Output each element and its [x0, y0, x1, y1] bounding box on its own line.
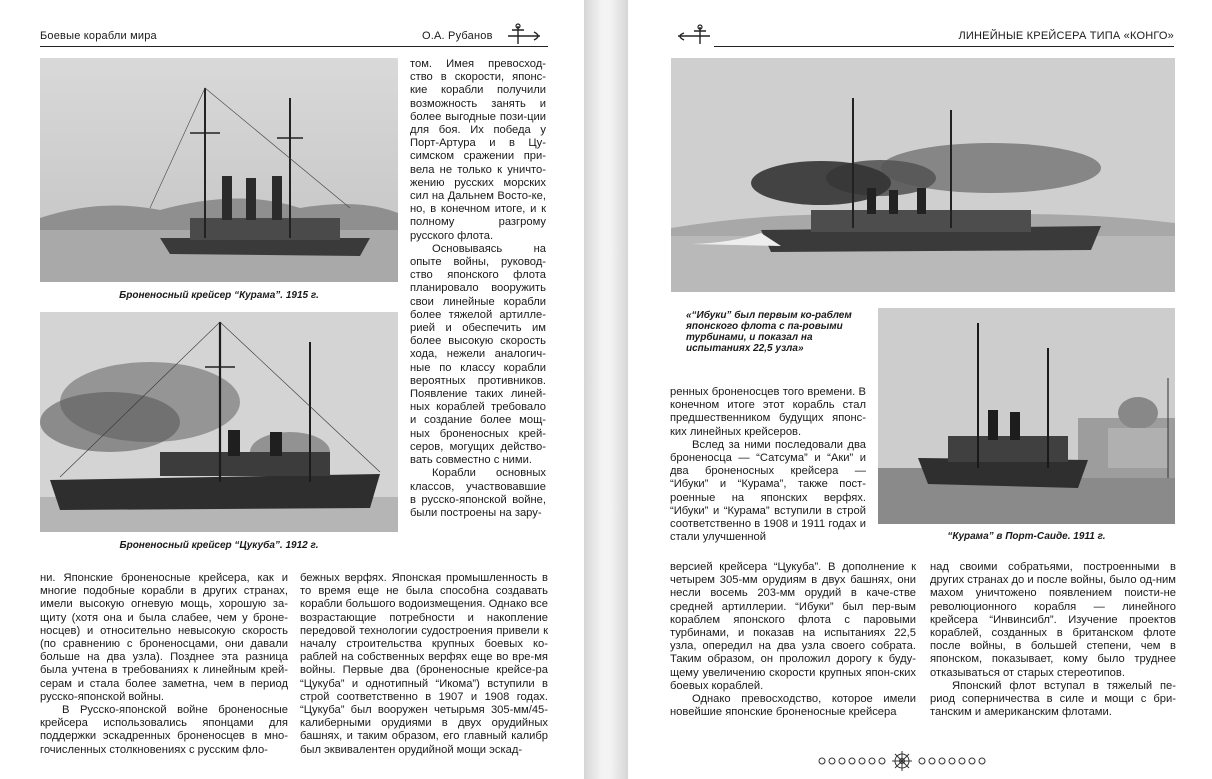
photo-tsukuba-1912: [40, 312, 398, 532]
left-bottom-column-2: [300, 572, 548, 757]
ship-wheel-ornament-icon: [814, 751, 990, 771]
paragraph: над своими собратьями, построенными в других странах до и после войны, было од-ним махом уничтожено появлением поисти-не революционного корабля — линейного крейсера “Инвинсибл”. Изучение проектов кораблей, созданных в британском флоте после войны, в большей степени, чем в японском, показывает, кому было труднее отказываться от старых стереотипов.: [930, 561, 1176, 679]
paragraph: Вслед за ними последовали два броненосца — “Сатсума” и “Аки” и два броненосных крейсера — “Ибуки” и “Курама”, также пост-роенные на японских верфях. “Ибуки” и “Курама” вступили в строй соответственно в 1908 и 1911 годах и стали улучшенной: [670, 438, 866, 544]
photo-ibuki: [671, 58, 1175, 292]
photo-kurama-port-said: [878, 308, 1175, 524]
paragraph: Однако превосходство, которое имели новейшие японские броненосные крейсера: [670, 693, 916, 719]
photo-kurama-1915: [40, 58, 398, 282]
photo-tsukuba-caption: Броненосный крейсер “Цукуба”. 1912 г.: [119, 540, 319, 551]
left-header-title: Боевые корабли мира: [40, 30, 157, 42]
left-page: [0, 0, 584, 779]
left-bottom-column-1: [40, 572, 288, 757]
paragraph: Основываясь на опыте войны, руковод-ство японского флота планировало вооружить свои линейные корабли более тяжелой артилле-рией и обеспечить им более высокую скорость хода, нежели аналогич-ные по классу корабли вероятных противников. Появление таких линей-ных кораблей требовало и создание более мощ-ных броненосных крей-серов, могущих действо-вать совместно с ними.: [410, 242, 546, 467]
paragraph: В Русско-японской войне броненосные крейсера использовались японцами для поддержки эскадренных броненосцев в мно-гочисленных столкновениях с русским фло-: [40, 704, 288, 756]
anchor-emblem-icon: [672, 24, 714, 46]
paragraph: Корабли основных классов, участвовавшие в русско-японской войне, были построены на зару-: [410, 467, 546, 519]
left-header-rule: [40, 46, 548, 47]
right-header-title: ЛИНЕЙНЫЕ КРЕЙСЕРА ТИПА «КОНГО»: [958, 30, 1174, 42]
photo-kurama-caption: Броненосный крейсер “Курама”. 1915 г.: [119, 290, 319, 301]
right-narrow-column: [670, 386, 866, 544]
paragraph: бежных верфях. Японская промышленность в то время еще не была способна создавать корабли большого водоизмещения. Однако все возрастающие потребности и накопление передовой технологии судостроения привели к началу строительства крупных боевых ко-раблей на собственных верфях еще во вре-мя войны. Первые два (броненосные крейсе-ра “Цукуба” и однотипный “Икома”) вступили в строй соответственно в 1907 и 1908 годах. “Цукуба” был вооружен четырьмя 305-мм/45-калиберными орудиями в двух орудийных башнях, и таким образом, его главный калибр был эквивалентен орудийной мощи эскад-: [300, 572, 548, 756]
right-bottom-column-1: [670, 561, 916, 719]
left-header-author: О.А. Рубанов: [422, 30, 493, 42]
paragraph: версией крейсера “Цукуба”. В дополнение к четырем 305-мм орудиям в двух башнях, они несли восемь 203-мм орудий в каче-стве средней артиллерии. “Ибуки” был пер-вым кораблем японского флота с паровыми турбинами, и показав на испытаниях 22,5 узла, опередил на два узла своего собрата. Таким образом, он проложил дорогу к буду-щему увеличению скорости крупных япон-ских боевых кораблей.: [670, 561, 916, 692]
paragraph: Японский флот вступал в тяжелый пе-риод соперничества в силе и мощи с бри-танским и американским флотами.: [930, 679, 1176, 719]
photo-kurama-port-said-caption: “Курама” в Порт-Саиде. 1911 г.: [947, 531, 1106, 542]
paragraph: ренных броненосцев того времени. В конечном итоге этот корабль стал предшественником будущих японс-ких линейных крейсеров.: [670, 386, 866, 438]
left-narrow-column: [410, 58, 546, 520]
photo-ibuki-caption: «“Ибуки” был первым ко-раблем японского флота с па-ровыми турбинами, и показал на испытаниях 22,5 узла»: [686, 310, 852, 354]
page-gutter: [584, 0, 628, 779]
right-page: [628, 0, 1212, 779]
anchor-emblem-icon: [504, 22, 546, 46]
paragraph: ни. Японские броненосные крейсера, как и многие подобные корабли в других странах, имели высокую огневую мощь, хорошую за-щиту (хотя она и была слабее, чем у броне-носцев) и относительно невысокую скорость (по сравнению с броненосцами, они давали больше на два узла). Позднее эта разница была учтена в требованиях к линейным крей-серам и стала более заметна, чем в период русско-японской войны.: [40, 572, 288, 703]
paragraph: том. Имея превосход-ство в скорости, японс-кие корабли получили возможность занять и более выгодные пози-ции для боя. Их победа у Порт-Артура и в Цу-симском сражении при-вела не только к уничто-жению русских морских сил на Дальнем Восто-ке, но, в конечном итоге, и к полному разгрому русского флота.: [410, 58, 546, 242]
right-bottom-column-2: [930, 561, 1176, 719]
right-header-rule: [714, 46, 1174, 47]
